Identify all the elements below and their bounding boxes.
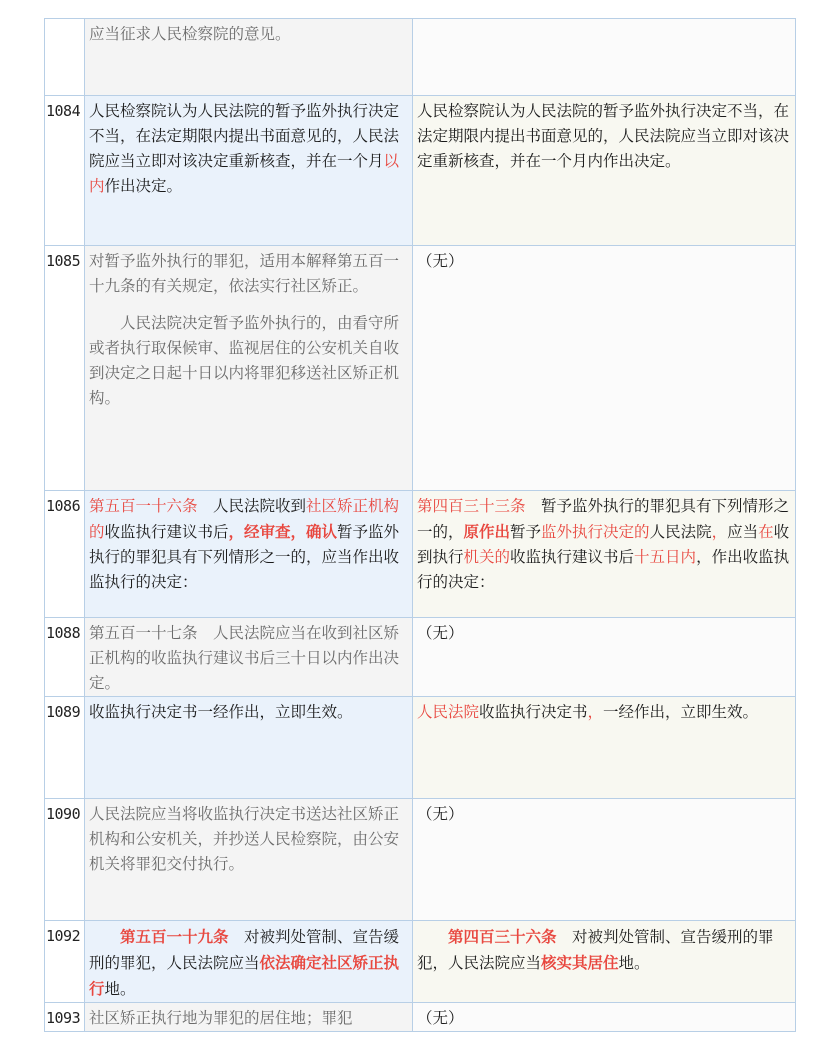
table-row [45,697,796,799]
old-text-cell [85,1003,413,1032]
row-number: 1093 [45,1003,85,1032]
article-heading: 第四百三十三条 [417,497,526,515]
article-heading: 第四百三十六条 [448,927,557,946]
new-text: 第四百三十三条 暂予监外执行的罪犯具有下列情形之一的，原作出暂予监外执行决定的人民法院，应当在收到执行机关的收监执行建议书后十五日内，作出收监执行的决定： [417,497,790,591]
old-text: 人民检察院认为人民法院的暂予监外执行决定不当，在法定期限内提出书面意见的，人民法院应当立即对该决定重新核查，并在一个月以内作出决定。 [89,102,400,195]
row-number: 1086 [45,491,85,618]
new-text: （无） [417,624,464,642]
new-text: （无） [417,805,464,823]
new-text-cell [413,921,796,1003]
new-text-cell [413,697,796,799]
article-heading: 第五百一十六条 [89,497,198,515]
old-text: 第五百一十九条 对被判处管制、宣告缓刑的罪犯，人民法院应当依法确定社区矫正执行地。 [89,927,400,998]
new-text-cell [413,96,796,246]
old-text-cell [85,246,413,491]
row-number: 1092 [45,921,85,1003]
old-text-cell [85,697,413,799]
new-text-cell [413,618,796,697]
table-row [45,96,796,246]
row-number: 1089 [45,697,85,799]
old-text-cell [85,618,413,697]
table-row [45,799,796,921]
new-text-cell [413,1003,796,1032]
new-text-cell [413,491,796,618]
old-text: 人民法院应当将收监执行决定书送达社区矫正机构和公安机关，并抄送人民检察院，由公安机关将罪犯交付执行。 [89,805,400,873]
row-number [45,19,85,96]
row-number: 1085 [45,246,85,491]
new-text: 人民法院收监执行决定书，一经作出，立即生效。 [417,703,759,721]
comparison-table [44,18,796,1032]
new-text-cell [413,799,796,921]
new-text: （无） [417,252,464,270]
table-row [45,618,796,697]
row-number: 1088 [45,618,85,697]
old-text-cell [85,19,413,96]
old-text: 第五百一十七条 人民法院应当在收到社区矫正机构的收监执行建议书后三十日以内作出决定。 [89,624,400,692]
highlight-text: 以内 [89,152,400,195]
table-row [45,1003,796,1032]
row-number: 1084 [45,96,85,246]
new-text: 人民检察院认为人民法院的暂予监外执行决定不当，在法定期限内提出书面意见的，人民法院应当立即对该决定重新核查，并在一个月内作出决定。 [417,102,790,170]
table-row [45,491,796,618]
old-text: 社区矫正执行地为罪犯的居住地；罪犯 [89,1009,353,1027]
old-text-cell [85,921,413,1003]
new-text-cell [413,246,796,491]
old-text-cell [85,799,413,921]
old-text: 第五百一十六条 人民法院收到社区矫正机构的收监执行建议书后，经审查，确认暂予监外执行的罪犯具有下列情形之一的，应当作出收监执行的决定： [89,497,400,591]
table-row [45,246,796,491]
table-row [45,921,796,1003]
new-text: 第四百三十六条 对被判处管制、宣告缓刑的罪犯，人民法院应当核实其居住地。 [417,927,774,972]
new-text: （无） [417,1009,464,1027]
old-text-cell [85,96,413,246]
table-row [45,19,796,96]
old-text: 收监执行决定书一经作出，立即生效。 [89,703,353,721]
article-heading: 第五百一十九条 [120,927,229,946]
new-text-cell [413,19,796,96]
old-text: 对暂予监外执行的罪犯，适用本解释第五百一十九条的有关规定，依法实行社区矫正。 [89,252,400,295]
old-text-cell [85,491,413,618]
old-text: 应当征求人民检察院的意见。 [89,25,291,43]
row-number: 1090 [45,799,85,921]
old-text: 人民法院决定暂予监外执行的，由看守所或者执行取保候审、监视居住的公安机关自收到决定之日起十日以内将罪犯移送社区矫正机构。 [89,314,400,407]
